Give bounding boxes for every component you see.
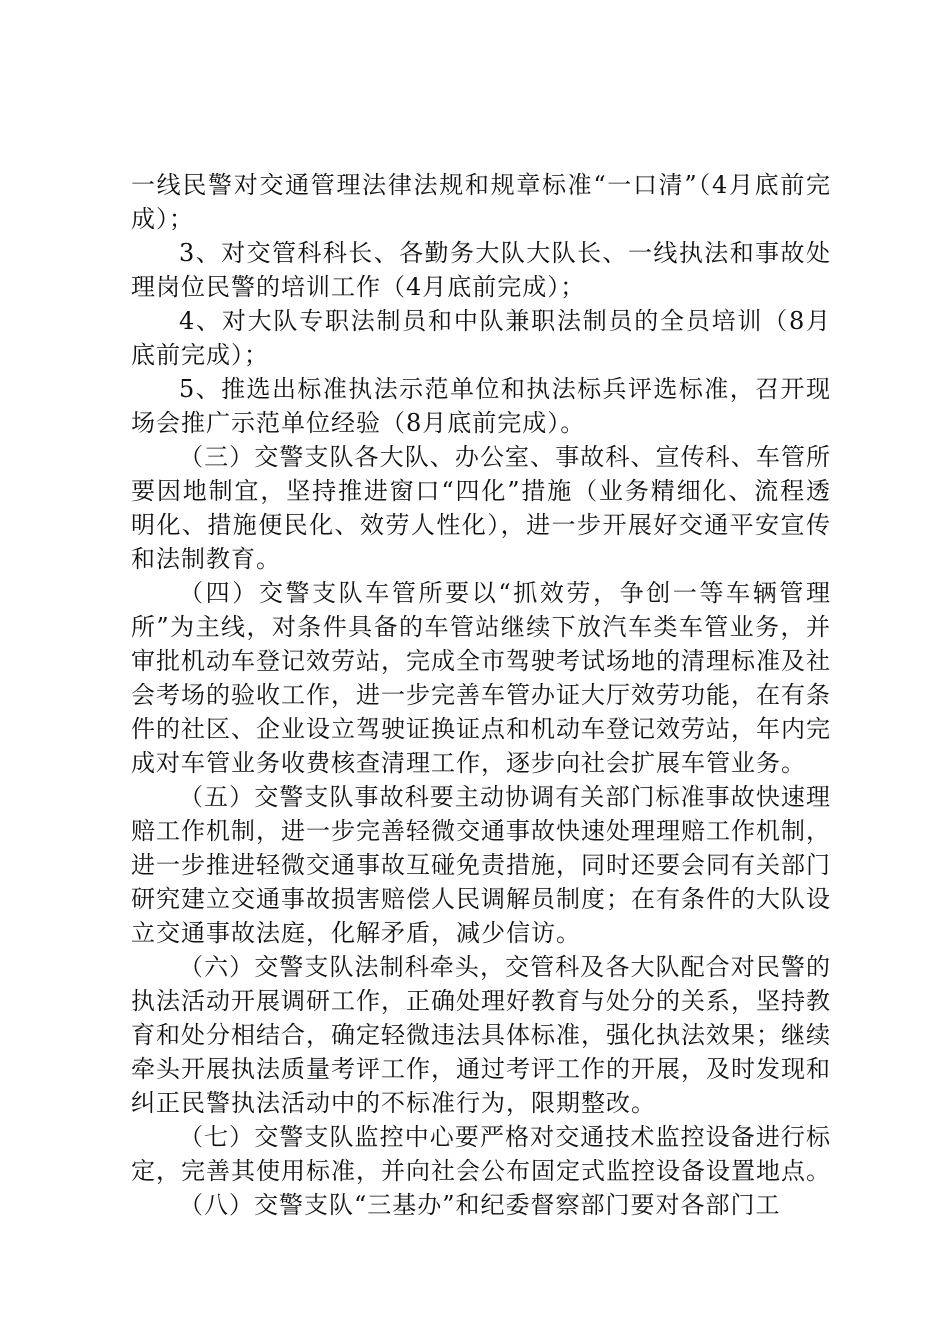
paragraph-section-4-vehicle-management: （四）交警支队车管所要以“抓效劳，争创一等车辆管理所”为主线，对条件具备的车管站继续下放汽车类车管业务，并审批机动车登记效劳站，完成全市驾驶考试场地的清理标准及社会考场的验收工作，进一步完善车管办证大厅效劳功能，在有条件的社区、企业设立驾驶证换证点和机动车登记效劳站，年内完成对车管业务收费核查清理工作，逐步向社会扩展车管业务。 — [131, 579, 831, 777]
paragraph-section-7-monitoring-center: （七）交警支队监控中心要严格对交通技术监控设备进行标定，完善其使用标准，并向社会公布固定式监控设备设置地点。 — [131, 1123, 831, 1185]
document-body — [131, 168, 831, 1222]
paragraph-section-6-law-enforcement: （六）交警支队法制科牵头，交管科及各大队配合对民警的执法活动开展调研工作，正确处理好教育与处分的关系，坚持教育和处分相结合，确定轻微违法具体标准，强化执法效果；继续牵头开展执法质量考评工作，通过考评工作的开展，及时发现和纠正民警执法活动中的不标准行为，限期整改。 — [131, 953, 831, 1117]
paragraph-section-8-supervision: （八）交警支队“三基办”和纪委督察部门要对各部门工 — [179, 1191, 781, 1219]
paragraph-section-5-accident-claims: （五）交警支队事故科要主动协调有关部门标准事故快速理赔工作机制，进一步完善轻微交通事故快速处理理赔工作机制，进一步推进轻微交通事故互碰免责措施，同时还要会同有关部门研究建立交通事故损害赔偿人民调解员制度；在有条件的大队设立交通事故法庭，化解矛盾，减少信访。 — [131, 783, 831, 947]
paragraph-section-3-window-measures: （三）交警支队各大队、办公室、事故科、宣传科、车管所要因地制宜，坚持推进窗口“四化”措施（业务精细化、流程透明化、措施便民化、效劳人性化），进一步开展好交通平安宣传和法制教育。 — [131, 443, 831, 573]
paragraph-item-3-training: 3、对交管科科长、各勤务大队大队长、一线执法和事故处理岗位民警的培训工作（4月底前完成）； — [131, 239, 831, 301]
paragraph-continuation-training-item: 一线民警对交通管理法律法规和规章标准“一口清”（4月底前完成）； — [131, 171, 831, 233]
paragraph-item-5-model-units: 5、推选出标准执法示范单位和执法标兵评选标准，召开现场会推广示范单位经验（8月底前完成）。 — [131, 375, 831, 437]
paragraph-item-4-legal-staff-training: 4、对大队专职法制员和中队兼职法制员的全员培训（8月底前完成）； — [131, 307, 831, 369]
